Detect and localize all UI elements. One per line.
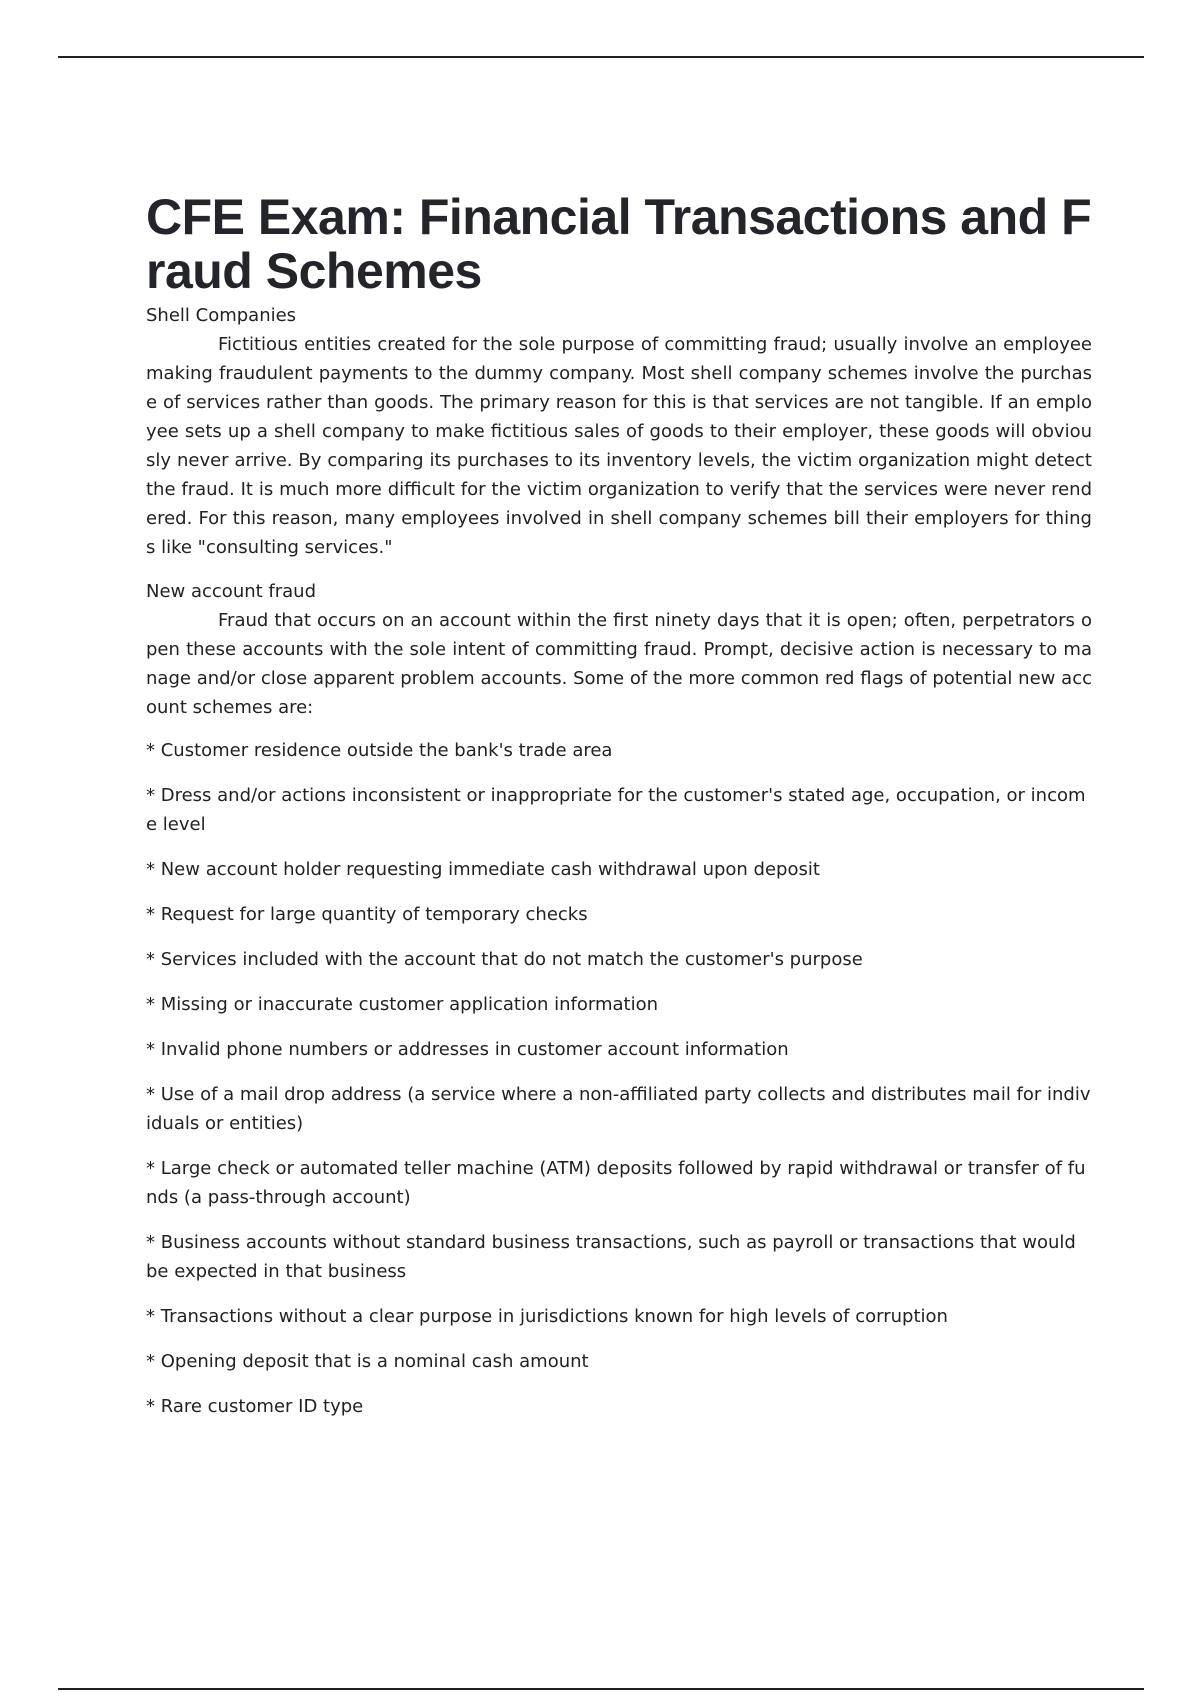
section-heading: Shell Companies (146, 305, 297, 326)
list-item: * Invalid phone numbers or addresses in customer account information (146, 1039, 789, 1060)
list-item: * New account holder requesting immediate cash withdrawal upon deposit (146, 859, 820, 880)
list-item: * Customer residence outside the bank's trade area (146, 740, 613, 761)
list-item: * Rare customer ID type (146, 1396, 364, 1417)
document-page (146, 190, 1092, 1437)
list-item: * Opening deposit that is a nominal cash amount (146, 1351, 589, 1372)
section-new-account-fraud (146, 578, 1092, 1421)
top-rule (58, 56, 1144, 58)
list-item: * Dress and/or actions inconsistent or inappropriate for the customer's stated age, occupation, or income level (146, 785, 1086, 835)
list-item: * Transactions without a clear purpose in jurisdictions known for high levels of corruption (146, 1306, 948, 1327)
list-item: * Services included with the account that do not match the customer's purpose (146, 949, 863, 970)
section-shell-companies (146, 302, 1092, 562)
bottom-rule (58, 1688, 1144, 1690)
red-flags-list (146, 736, 1092, 1421)
list-item: * Request for large quantity of temporary checks (146, 904, 588, 925)
list-item: * Large check or automated teller machine (ATM) deposits followed by rapid withdrawal or transfer of funds (a pass-through account) (146, 1158, 1086, 1208)
list-item: * Business accounts without standard business transactions, such as payroll or transactions that would be expected in that business (146, 1232, 1076, 1282)
list-item: * Use of a mail drop address (a service where a non-affiliated party collects and distributes mail for individuals or entities) (146, 1084, 1091, 1134)
section-heading: New account fraud (146, 581, 317, 602)
page-title: CFE Exam: Financial Transactions and Fraud Schemes (146, 189, 1092, 299)
section-body: Fraud that occurs on an account within the first ninety days that it is open; often, perpetrators open these accounts with the sole intent of committing fraud. Prompt, decisive action is necessary to manage and/or close apparent problem accounts. Some of the more common red flags of potential new account schemes are: (146, 610, 1092, 718)
list-item: * Missing or inaccurate customer application information (146, 994, 659, 1015)
section-body: Fictitious entities created for the sole purpose of committing fraud; usually involve an employee making fraudulent payments to the dummy company. Most shell company schemes involve the purchase of services rather than goods. The primary reason for this is that services are not tangible. If an employee sets up a shell company to make fictitious sales of goods to their employer, these goods will obviously never arrive. By comparing its purchases to its inventory levels, the victim organization might detect the fraud. It is much more difficult for the victim organization to verify that the services were never rendered. For this reason, many employees involved in shell company schemes bill their employers for things like "consulting services." (146, 334, 1092, 558)
